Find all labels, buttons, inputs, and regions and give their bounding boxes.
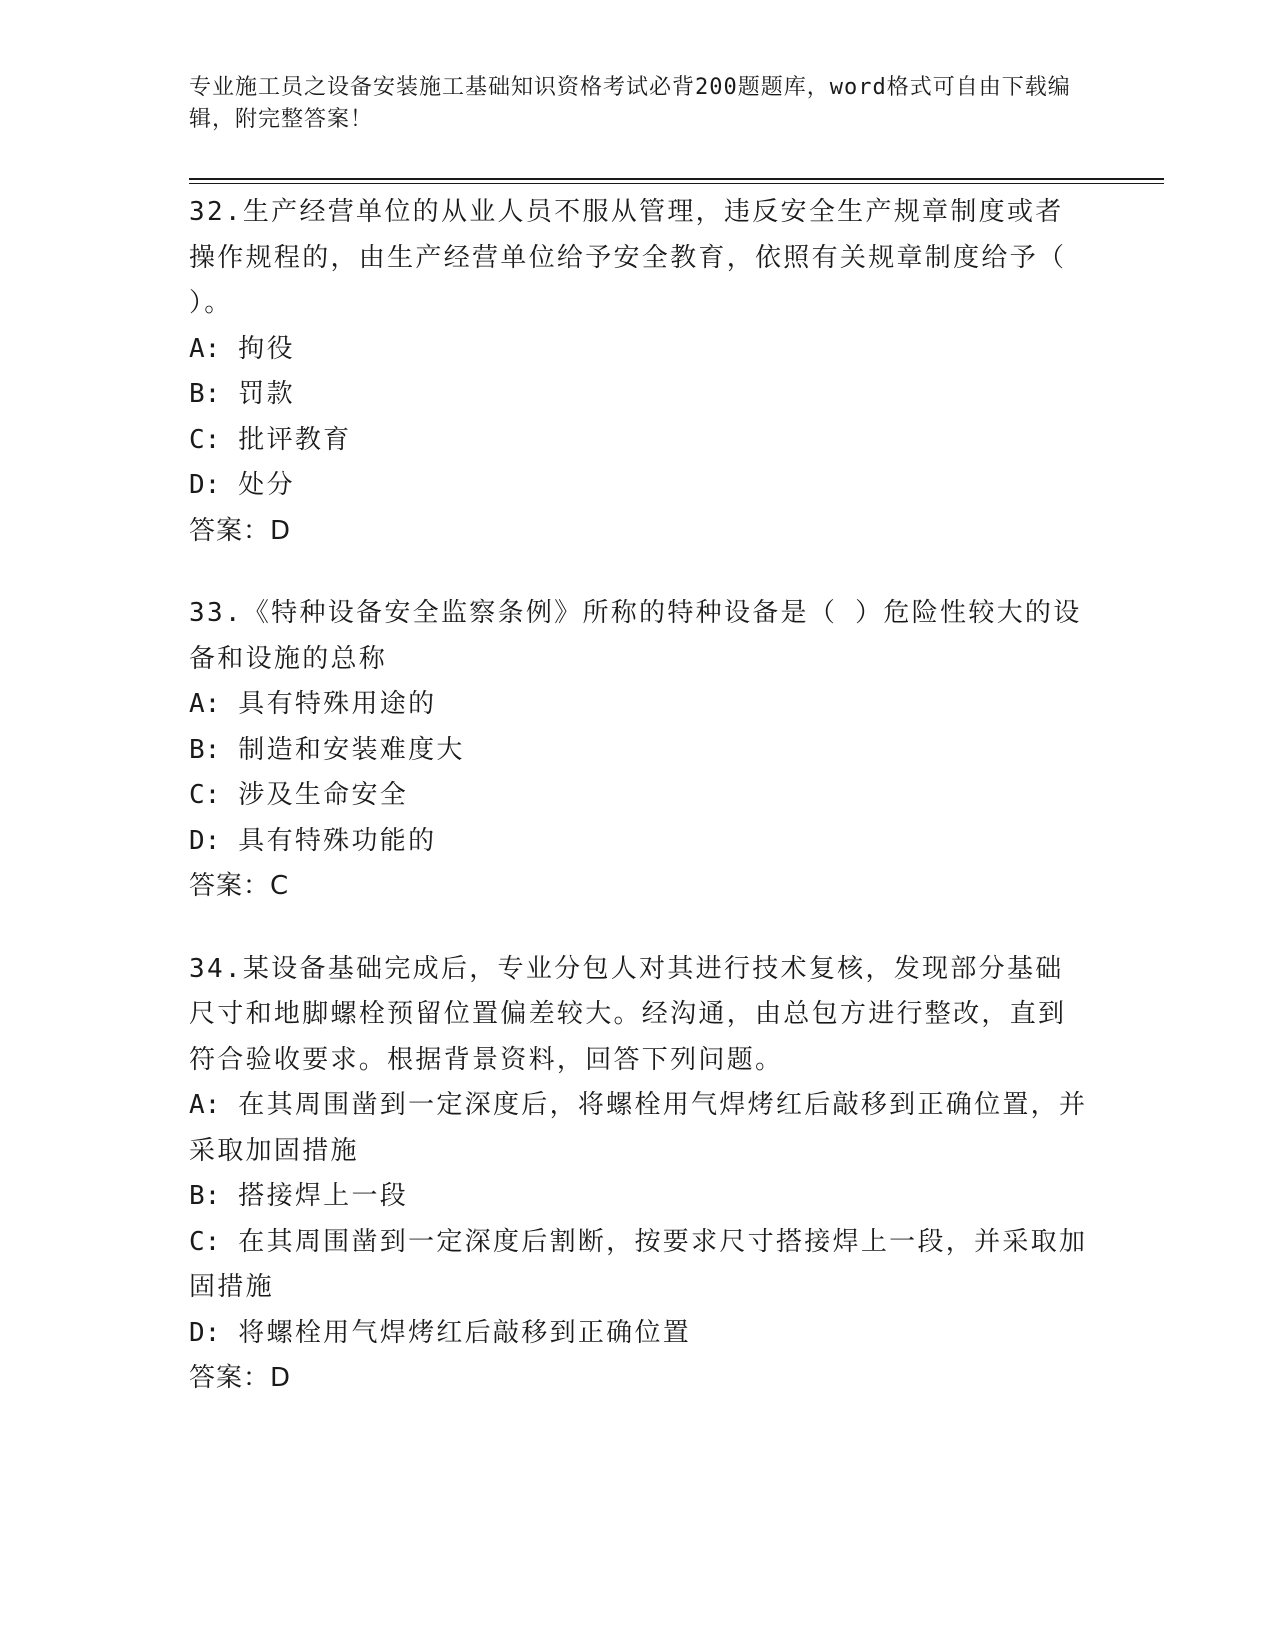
option-text: 在其周围凿到一定深度后，将螺栓用气焊烤红后敲移到正确位置，并采取加固措施	[189, 1090, 1088, 1166]
option-letter: A:	[189, 1090, 221, 1120]
option-letter: B:	[189, 734, 221, 765]
option-text: 拘役	[238, 333, 295, 364]
option-c	[189, 418, 1089, 464]
option-b	[189, 372, 1089, 418]
option-text: 罚款	[238, 379, 295, 409]
question-stem: 33.《特种设备安全监察条例》所称的特种设备是（ ）危险性较大的设备和设施的总称	[189, 598, 1082, 674]
option-text: 制造和安装难度大	[238, 734, 465, 765]
header-divider-thick	[189, 178, 1164, 180]
question-stem: 32.生产经营单位的从业人员不服从管理，违反安全生产规章制度或者操作规程的，由生产经营单位给予安全教育，依照有关规章制度给予（ ）。	[189, 197, 1067, 318]
option-text: 在其周围凿到一定深度后割断，按要求尺寸搭接焊上一段，并采取加固措施	[189, 1226, 1088, 1302]
answer-line: 答案：C	[189, 871, 290, 901]
answer-line: 答案：D	[189, 1363, 292, 1393]
question-list	[189, 190, 1089, 1439]
option-letter: B:	[189, 379, 221, 409]
option-letter: D:	[189, 1317, 221, 1348]
option-letter: D:	[189, 470, 221, 500]
option-letter: A:	[189, 333, 221, 364]
option-letter: B:	[189, 1181, 221, 1211]
option-text: 具有特殊用途的	[238, 689, 437, 719]
option-a	[189, 327, 1089, 373]
option-a	[189, 1083, 1089, 1174]
option-text: 将螺栓用气焊烤红后敲移到正确位置	[238, 1317, 692, 1348]
option-letter: D:	[189, 825, 221, 856]
option-b	[189, 1174, 1089, 1220]
option-letter: C:	[189, 780, 221, 810]
option-text: 处分	[238, 470, 295, 500]
option-d	[189, 819, 1089, 865]
option-text: 搭接焊上一段	[238, 1181, 409, 1211]
option-letter: C:	[189, 424, 221, 455]
question-stem: 34.某设备基础完成后，专业分包人对其进行技术复核，发现部分基础尺寸和地脚螺栓预留位置偏差较大。经沟通，由总包方进行整改，直到符合验收要求。根据背景资料，回答下列问题。	[189, 953, 1067, 1075]
option-a	[189, 682, 1089, 728]
answer-line: 答案：D	[189, 515, 292, 546]
option-c	[189, 773, 1089, 819]
option-b	[189, 728, 1089, 774]
option-letter: A:	[189, 689, 221, 719]
option-c	[189, 1220, 1089, 1311]
document-header: 专业施工员之设备安装施工基础知识资格考试必背200题题库，word格式可自由下载编辑，附完整答案！	[189, 75, 1071, 132]
question-33	[189, 591, 1089, 910]
option-text: 具有特殊功能的	[238, 825, 437, 856]
option-letter: C:	[189, 1226, 221, 1257]
option-d	[189, 1311, 1089, 1357]
option-text: 批评教育	[238, 424, 352, 455]
question-34	[189, 947, 1089, 1402]
option-d	[189, 463, 1089, 509]
option-text: 涉及生命安全	[238, 780, 409, 810]
question-32	[189, 190, 1089, 554]
header-divider-thin	[189, 183, 1164, 184]
